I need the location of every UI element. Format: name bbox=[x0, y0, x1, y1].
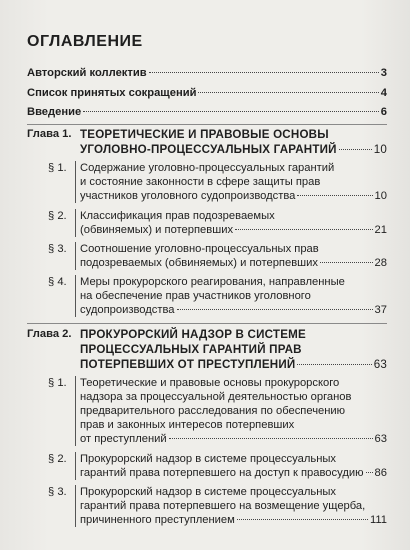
section-line-last[interactable] bbox=[80, 190, 387, 203]
dot-leader bbox=[297, 364, 371, 365]
section-mark: § 3. bbox=[48, 486, 67, 498]
section-page: 63 bbox=[374, 433, 387, 445]
section-line-last[interactable] bbox=[80, 257, 387, 270]
dot-leader bbox=[149, 72, 379, 73]
section-line-last[interactable] bbox=[80, 224, 387, 237]
section-mark: § 1. bbox=[48, 162, 67, 174]
chapter-1-page: 10 bbox=[373, 143, 387, 156]
dot-leader bbox=[320, 262, 373, 263]
section-line[interactable]: Теоретические и правовые основы прокурорского bbox=[80, 377, 340, 389]
section-line-last[interactable] bbox=[80, 304, 387, 317]
dot-leader bbox=[83, 111, 379, 112]
toc-entry-authors[interactable] bbox=[27, 67, 387, 80]
dot-leader bbox=[235, 229, 373, 230]
chapter-1-title-line: УГОЛОВНО-ПРОЦЕССУАЛЬНЫХ ГАРАНТИЙ bbox=[80, 143, 337, 156]
section-line: участников уголовного судопроизводства bbox=[80, 190, 296, 202]
section-mark: § 2. bbox=[48, 210, 67, 222]
chapter-2-label: Глава 2. bbox=[27, 328, 72, 340]
section-line-last[interactable] bbox=[80, 514, 387, 527]
section-line[interactable]: Соотношение уголовно-процессуальных прав bbox=[80, 243, 319, 255]
section-line: от преступлений bbox=[80, 433, 167, 445]
section-page: 28 bbox=[374, 257, 387, 269]
section-line[interactable]: Прокурорский надзор в системе процессуальных bbox=[80, 486, 337, 498]
section-line[interactable]: на обеспечение прав участников уголовного bbox=[80, 290, 311, 302]
section-page: 111 bbox=[369, 514, 387, 526]
section-line[interactable]: гарантий права потерпевшего на возмещение ущерба, bbox=[80, 500, 366, 512]
dot-leader bbox=[237, 519, 368, 520]
dot-leader bbox=[366, 472, 373, 473]
section-bar bbox=[75, 452, 76, 480]
chapter-2-page: 63 bbox=[373, 358, 387, 371]
section-mark: § 4. bbox=[48, 276, 67, 288]
dot-leader bbox=[339, 149, 372, 150]
section-line[interactable]: Классификация прав подозреваемых bbox=[80, 210, 275, 222]
section-line-last[interactable] bbox=[80, 433, 387, 446]
toc-entry-title: Список принятых сокращений bbox=[27, 87, 197, 99]
toc-entry-page: 4 bbox=[380, 87, 387, 99]
section-mark: § 3. bbox=[48, 243, 67, 255]
section-line[interactable]: прав и законных интересов потерпевших bbox=[80, 419, 295, 431]
section-line[interactable]: надзора за процессуальной деятельностью органов bbox=[80, 391, 352, 403]
section-line: подозреваемых (обвиняемых) и потерпевших bbox=[80, 257, 318, 269]
section-page: 10 bbox=[374, 190, 387, 202]
section-mark: § 2. bbox=[48, 453, 67, 465]
section-line[interactable]: Содержание уголовно-процессуальных гарантий bbox=[80, 162, 335, 174]
dot-leader bbox=[297, 195, 372, 196]
toc-entry-title: Авторский коллектив bbox=[27, 67, 147, 79]
chapter-1-label: Глава 1. bbox=[27, 128, 72, 140]
section-bar bbox=[75, 275, 76, 317]
section-line[interactable]: Прокурорский надзор в системе процессуальных bbox=[80, 453, 337, 465]
section-line[interactable]: и состояние законности в сфере защиты прав bbox=[80, 176, 321, 188]
section-bar bbox=[75, 209, 76, 237]
section-line-last[interactable] bbox=[80, 467, 387, 480]
dot-leader bbox=[169, 438, 373, 439]
section-line[interactable]: Меры прокурорского реагирования, направленные bbox=[80, 276, 345, 288]
toc-entry-page: 3 bbox=[380, 67, 387, 79]
section-mark: § 1. bbox=[48, 377, 67, 389]
chapter-2-title-line[interactable]: ПРОКУРОРСКИЙ НАДЗОР В СИСТЕМЕ bbox=[80, 328, 306, 341]
toc-entry-abbreviations[interactable] bbox=[27, 87, 387, 100]
section-line: (обвиняемых) и потерпевших bbox=[80, 224, 234, 236]
chapter-2-title-last[interactable] bbox=[80, 358, 387, 371]
section-bar bbox=[75, 376, 76, 446]
section-line: судопроизводства bbox=[80, 304, 175, 316]
chapter-1-title-line[interactable]: ТЕОРЕТИЧЕСКИЕ И ПРАВОВЫЕ ОСНОВЫ bbox=[80, 128, 329, 141]
section-bar bbox=[75, 161, 76, 203]
toc-heading: ОГЛАВЛЕНИЕ bbox=[27, 33, 143, 50]
section-page: 86 bbox=[374, 467, 387, 479]
dot-leader bbox=[177, 309, 373, 310]
section-line[interactable]: предварительного расследования по обеспечению bbox=[80, 405, 346, 417]
toc-entry-page: 6 bbox=[380, 106, 387, 118]
section-line: гарантий права потерпевшего на доступ к правосудию bbox=[80, 467, 364, 479]
section-page: 37 bbox=[374, 304, 387, 316]
divider bbox=[27, 323, 387, 324]
toc-entry-introduction[interactable] bbox=[27, 106, 387, 119]
section-bar bbox=[75, 242, 76, 270]
chapter-2-title-line: ПОТЕРПЕВШИХ ОТ ПРЕСТУПЛЕНИЙ bbox=[80, 358, 296, 371]
toc-entry-title: Введение bbox=[27, 106, 82, 118]
chapter-2-title-line[interactable]: ПРОЦЕССУАЛЬНЫХ ГАРАНТИЙ ПРАВ bbox=[80, 343, 302, 356]
chapter-1-title-last[interactable] bbox=[80, 143, 387, 156]
dot-leader bbox=[198, 92, 378, 93]
section-line: причиненного преступлением bbox=[80, 514, 235, 526]
divider bbox=[27, 124, 387, 125]
section-page: 21 bbox=[374, 224, 387, 236]
section-bar bbox=[75, 485, 76, 527]
